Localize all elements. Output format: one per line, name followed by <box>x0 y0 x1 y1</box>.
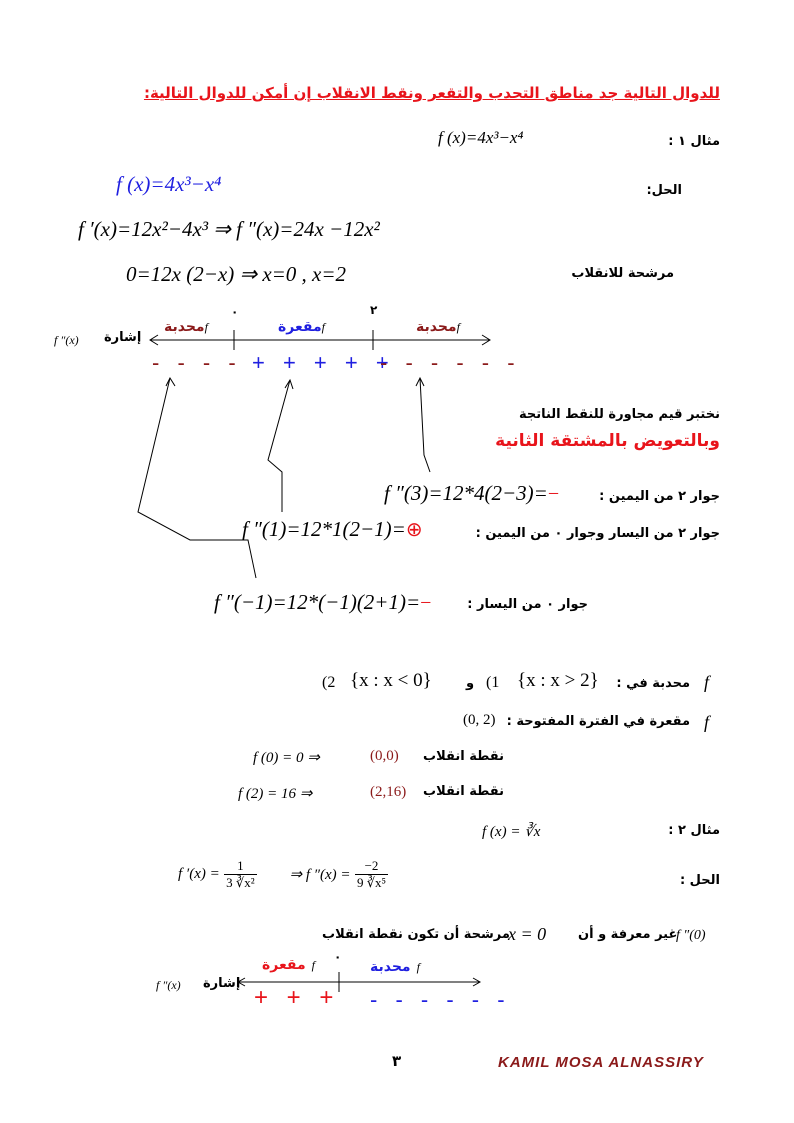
sign-label: إشارة <box>104 330 142 345</box>
concave-down-num2: (2 <box>322 674 336 691</box>
arrow-to-right-region <box>420 378 430 472</box>
region2-label-2: محدبة f <box>370 959 420 975</box>
inflection-1-label: نقطة انقلاب <box>423 749 504 764</box>
concave-down-set1: {x : x > 2} <box>517 670 599 691</box>
statement-fpp: f ″(0) <box>676 928 706 943</box>
derivatives-line: f ′(x)=12x²−4x³ ⇒ f ″(x)=24x −12x² <box>78 217 380 241</box>
example2-function: f (x) = ∛x <box>482 824 541 840</box>
signs2-region-2: - - - - - - <box>370 987 511 1012</box>
concave-up-f: f <box>704 712 710 732</box>
author-footer: KAMIL MOSA ALNASSIRY <box>498 1054 704 1071</box>
candidates-equation: 0=12x (2−x) ⇒ x=0 , x=2 <box>126 262 347 286</box>
tick-zero-label-2: ٠ <box>334 950 342 964</box>
fpp-label-2: f ″(x) <box>156 978 181 992</box>
example1-label: مثال ١ : <box>668 134 720 149</box>
test-text: نختبر قيم مجاورة للنقط الناتجة <box>518 407 720 422</box>
concave-down-and: و <box>466 676 475 691</box>
signs-region-2: + + + + + <box>252 350 395 375</box>
candidates-label: مرشحة للانقلاب <box>571 266 674 281</box>
example1-function: f (x)=4x³−x⁴ <box>438 128 524 147</box>
page-number: ٣ <box>392 1052 402 1070</box>
region-label-3: محدبةf <box>416 319 460 335</box>
test-3-expression: f ″(−1)=12*(−1)(2+1)=− <box>214 590 432 614</box>
inflection-1-expression: f (0) = 0 ⇒ <box>253 750 320 766</box>
test-1-expression: f ″(3)=12*4(2−3)=− <box>384 481 560 505</box>
page-heading: للدوال التالية جد مناطق التحدب والتقعر ونقط الانقلاب إن أمكن للدوال التالية: <box>143 84 720 102</box>
example2-label: مثال ٢ : <box>668 823 720 838</box>
arrowhead-left-icon <box>166 378 175 386</box>
concave-up-interval: (0, 2) <box>463 712 496 728</box>
solution-function: f (x)=4x³−x⁴ <box>116 172 222 196</box>
concave-down-set2: {x : x < 0} <box>350 670 432 691</box>
signs-region-1: - - - - <box>152 350 242 375</box>
region2-label-1: مقعرة f <box>262 957 315 973</box>
statement-equation: x = 0 <box>508 924 547 944</box>
example2-derivatives: f ′(x) = $\frac{1}{\text{3 ∛x²}}$ ⇒ f ″(x) = $\frac{-2}{\text{9 ∛x⁵}}$ <box>178 858 387 890</box>
concave-down-num1: (1 <box>486 674 500 691</box>
inflection-2-point: (2,16) <box>370 784 407 800</box>
tick-two-label: ٢ <box>370 303 378 317</box>
example2-solution-label: الحل : <box>679 873 720 888</box>
signs2-region-1: + + + <box>254 984 340 1011</box>
concave-down-label: محدبة في : <box>616 676 690 691</box>
arrow-to-middle-region <box>268 380 290 512</box>
test-2-label: جوار ٢ من اليسار وجوار ٠ من اليمين : <box>475 526 720 541</box>
sign-label-2: إشارة <box>203 976 241 991</box>
test-1-label: جوار ٢ من اليمين : <box>599 489 720 504</box>
concave-down-f: f <box>704 672 710 692</box>
fpp-label: f ″(x) <box>54 333 79 347</box>
statement-tail: مرشحة أن تكون نقطة انقلاب <box>322 927 510 942</box>
region-label-2: مقعرةf <box>278 319 325 335</box>
inflection-2-expression: f (2) = 16 ⇒ <box>238 786 313 802</box>
tick-zero-label: ٠ <box>231 305 239 319</box>
test-subtitle: وبالتعويض بالمشتقة الثانية <box>495 431 720 451</box>
inflection-1-point: (0,0) <box>370 748 399 764</box>
test-3-label: جوار ٠ من اليسار : <box>467 597 588 612</box>
statement-text: غير معرفة و أن <box>578 927 678 942</box>
region-label-1: محدبةf <box>164 319 208 335</box>
signs-region-3: - - - - - - <box>380 350 521 375</box>
arrow-to-left-region <box>138 378 256 578</box>
concave-up-label: مقعرة في الفترة المفتوحة : <box>506 714 690 729</box>
inflection-2-label: نقطة انقلاب <box>423 784 504 799</box>
test-2-expression: f ″(1)=12*1(2−1)=⊕ <box>242 517 423 541</box>
solution-label: الحل: <box>646 183 682 198</box>
